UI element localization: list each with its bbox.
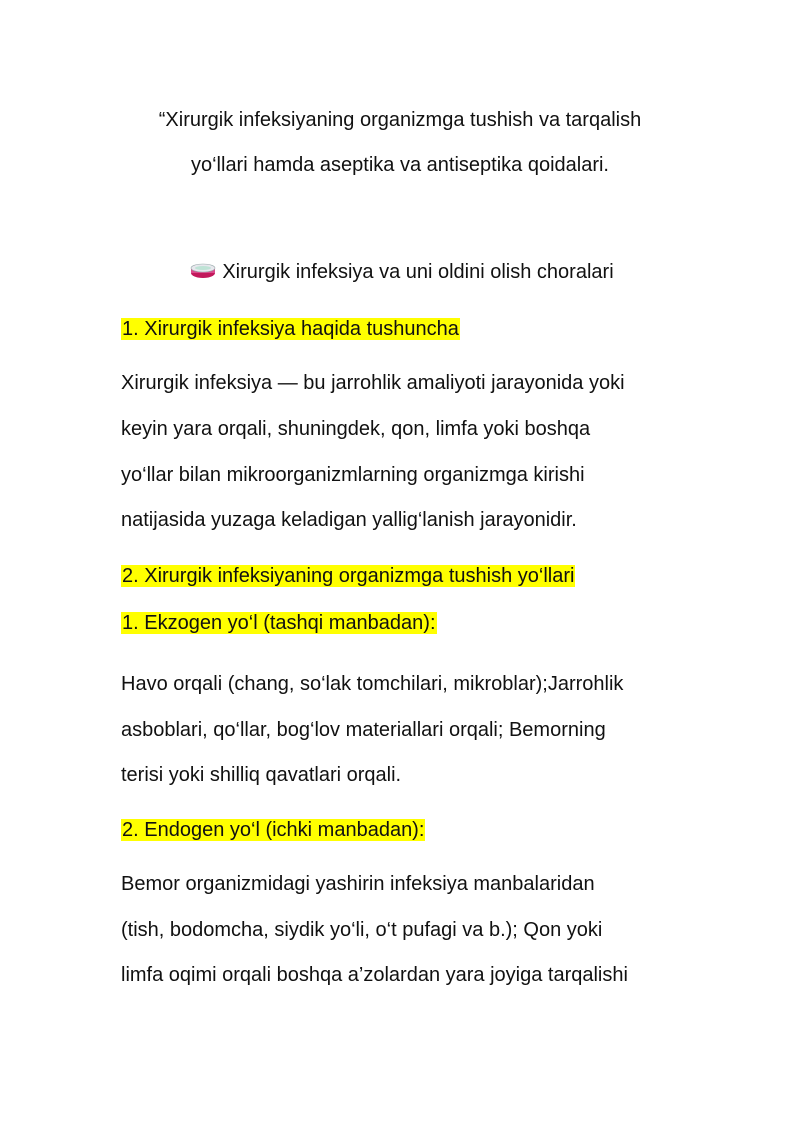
- document-title-line-2: yo‘llari hamda aseptika va antiseptika qoidalari.: [190, 154, 609, 176]
- section-1-body-line: yo‘llar bilan mikroorganizmlarning organizmga kirishi: [121, 464, 585, 486]
- highlighted-heading: 2. Endogen yo‘l (ichki manbadan):: [122, 819, 425, 841]
- section-1-body-line: natijasida yuzaga keladigan yallig‘lanish jarayonidir.: [121, 509, 577, 531]
- subsection-endogen-body-line: Bemor organizmidagi yashirin infeksiya manbalaridan: [121, 873, 595, 895]
- highlighted-heading: 2. Xirurgik infeksiyaning organizmga tushish yo‘llari: [122, 565, 575, 587]
- subsection-ekzogen-body-line: terisi yoki shilliq qavatlari orqali.: [121, 764, 402, 786]
- subsection-endogen-body-line: limfa oqimi orqali boshqa a’zolardan yara joyiga tarqalishi: [121, 964, 628, 986]
- section-1-heading: [121, 315, 460, 343]
- subsection-ekzogen-body-line: asboblari, qo‘llar, bog‘lov materiallari orqali; Bemorning: [121, 719, 606, 741]
- subsection-endogen-body-line: (tish, bodomcha, siydik yo‘li, o‘t pufagi va b.); Qon yoki: [121, 919, 603, 941]
- section-1-body-line: keyin yara orqali, shuningdek, qon, limfa yoki boshqa: [121, 418, 591, 440]
- section-1-body-line: Xirurgik infeksiya — bu jarrohlik amaliyoti jarayonida yoki: [121, 372, 625, 394]
- document-title-line-1: “Xirurgik infeksiyaning organizmga tushish va tarqalish: [158, 109, 642, 131]
- subsection-ekzogen-heading: [121, 609, 437, 637]
- document-subtitle: [0, 258, 800, 286]
- petri-dish-icon: [190, 260, 216, 280]
- subsection-ekzogen-body-line: Havo orqali (chang, so‘lak tomchilari, mikroblar);Jarrohlik: [121, 673, 624, 695]
- highlighted-heading: 1. Xirurgik infeksiya haqida tushuncha: [122, 318, 459, 340]
- section-2-heading: [121, 562, 575, 590]
- subtitle-text: Xirurgik infeksiya va uni oldini olish choralari: [222, 261, 614, 283]
- subsection-endogen-heading: [121, 816, 425, 844]
- highlighted-heading: 1. Ekzogen yo‘l (tashqi manbadan):: [122, 612, 436, 634]
